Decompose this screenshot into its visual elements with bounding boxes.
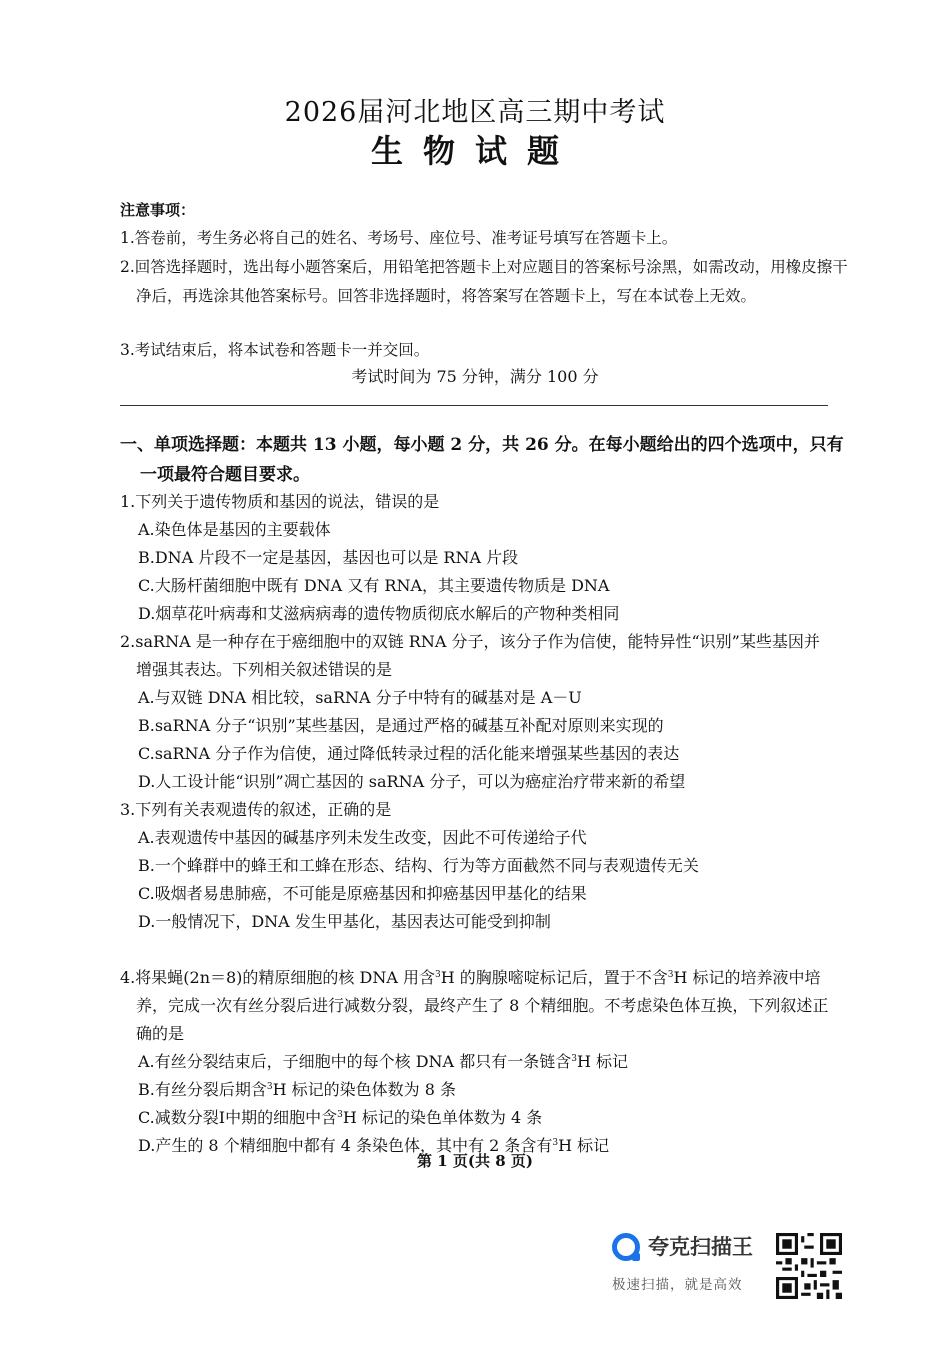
option-text: H 标记的染色单体数为 4 条 (342, 1108, 543, 1127)
option-text: H 标记的染色体数为 8 条 (272, 1080, 456, 1099)
divider (120, 405, 828, 406)
subject-title: 生物试题 (370, 132, 579, 170)
option-a: A.与双链 DNA 相比较，saRNA 分子中特有的碱基对是 A－U (138, 688, 582, 707)
option-a: A.表观遗传中基因的碱基序列未发生改变，因此不可传递给子代 (138, 828, 587, 847)
stem-text: H 的胸腺嘧啶标记后，置于不含 (440, 968, 668, 987)
superscript: 3 (434, 970, 441, 980)
superscript: 3 (266, 1082, 273, 1092)
option-c: C.saRNA 分子作为信使，通过降低转录过程的活化能来增强某些基因的表达 (138, 744, 680, 763)
option-d: D.人工设计能“识别”凋亡基因的 saRNA 分子，可以为癌症治疗带来新的希望 (138, 772, 686, 791)
superscript: 3 (552, 1138, 559, 1148)
question-stem: 3.下列有关表观遗传的叙述，正确的是 (120, 800, 392, 819)
option-text: B.有丝分裂后期含 (138, 1080, 267, 1099)
page-number: 第 1 页(共 8 页) (417, 1152, 533, 1170)
option-text: C.减数分裂Ⅰ中期的细胞中含 (138, 1108, 338, 1127)
option-b: B.一个蜂群中的蜂王和工蜂在形态、结构、行为等方面截然不同与表观遗传无关 (138, 856, 699, 875)
option-a: A.染色体是基因的主要载体 (138, 520, 331, 539)
question-4 (120, 964, 835, 1160)
watermark-name: 夸克扫描王 (648, 1235, 753, 1259)
superscript: 3 (571, 1054, 577, 1064)
notice-item-1: 1.答卷前，考生务必将自己的姓名、考场号、座位号、准考证号填写在答题卡上。 (120, 229, 678, 247)
question-1 (120, 488, 835, 628)
exam-title: 2026届河北地区高三期中考试 (284, 97, 666, 128)
option-text: A.有丝分裂结束后，子细胞中的每个核 DNA 都只有一条链含 (138, 1052, 572, 1071)
option-text: D.产生的 8 个精细胞中都有 4 条染色体，其中有 2 条含有 (138, 1136, 553, 1155)
stem-text: H 标记的培养液中培养，完成一次有丝分裂后进行减数分裂，最终产生了 8 个精细胞。不考虑染色体互换，下列叙述正确的是 (136, 968, 829, 1043)
option-d: D.烟草花叶病毒和艾滋病病毒的遗传物质彻底水解后的产物种类相同 (138, 604, 620, 623)
option-b (120, 1076, 835, 1104)
question-3 (120, 796, 835, 936)
question-stem (120, 964, 835, 1048)
section-heading: 一、单项选择题：本题共 13 小题，每小题 2 分，共 26 分。在每小题给出的四个选项中，只有一项最符合题目要求。 (120, 435, 844, 485)
qr-code-icon (776, 1233, 842, 1299)
question-stem: 1.下列关于遗传物质和基因的说法，错误的是 (120, 492, 440, 511)
watermark-slogan: 极速扫描，就是高效 (612, 1277, 743, 1293)
stem-text: 4.将果蝇(2n＝8)的精原细胞的核 DNA 用含 (120, 968, 435, 987)
exam-time: 考试时间为 75 分钟，满分 100 分 (351, 367, 599, 386)
superscript: 3 (667, 970, 674, 980)
option-b: B.saRNA 分子“识别”某些基因，是通过严格的碱基互补配对原则来实现的 (138, 716, 664, 735)
option-text: H 标记 (576, 1052, 628, 1071)
option-a (120, 1048, 835, 1076)
option-b: B.DNA 片段不一定是基因，基因也可以是 RNA 片段 (138, 548, 519, 567)
question-stem: 2.saRNA 是一种存在于癌细胞中的双链 RNA 分子，该分子作为信使，能特异性“识别”某些基因并增强其表达。下列相关叙述错误的是 (120, 632, 820, 679)
notice-item-2: 2.回答选择题时，选出每小题答案后，用铅笔把答题卡上对应题目的答案标号涂黑，如需改动，用橡皮擦干净后，再选涂其他答案标号。回答非选择题时，将答案写在答题卡上，写在本试卷上无效。 (120, 258, 848, 305)
option-c: C.大肠杆菌细胞中既有 DNA 又有 RNA，其主要遗传物质是 DNA (138, 576, 610, 595)
option-text: H 标记 (558, 1136, 610, 1155)
question-2 (120, 628, 835, 796)
notice-item-3: 3.考试结束后，将本试卷和答题卡一并交回。 (120, 341, 430, 359)
option-c: C.吸烟者易患肺癌，不可能是原癌基因和抑癌基因甲基化的结果 (138, 884, 587, 903)
option-c (120, 1104, 835, 1132)
quark-logo-icon (612, 1233, 640, 1261)
option-d: D.一般情况下，DNA 发生甲基化，基因表达可能受到抑制 (138, 912, 551, 931)
scanner-watermark (612, 1233, 862, 1303)
notice-heading: 注意事项： (120, 201, 196, 219)
superscript: 3 (337, 1110, 343, 1120)
